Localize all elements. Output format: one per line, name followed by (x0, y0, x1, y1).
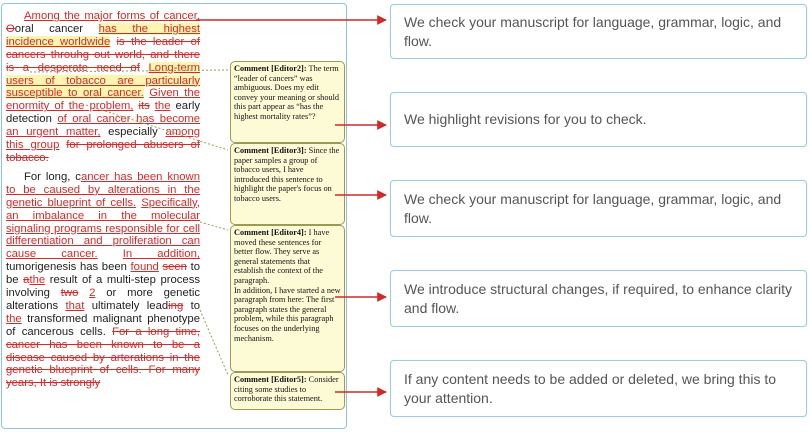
text-run: ultimately lead (91, 299, 169, 312)
insertion: among this group (6, 126, 201, 152)
insertion: the (6, 312, 22, 325)
deletion: is the leader of cancers throuhg out world, and there is a desperate need of (6, 35, 201, 74)
callout-text: We highlight revisions for you to check. (404, 111, 647, 127)
comment-leader-lines (30, 70, 228, 375)
insertion: of oral cancer has become an urgent matter, (6, 113, 200, 139)
text-run: tumorigenesis has been (6, 261, 127, 274)
text-run: For long, c (24, 170, 81, 183)
comment-label: Comment [Editor5]: (234, 375, 307, 384)
text-run: oral cancer (14, 22, 84, 35)
insertion: Among the major forms of cancer, (24, 10, 200, 22)
callout-language-check (390, 4, 807, 59)
deletion: a (23, 274, 30, 287)
callout-text: We introduce structural changes, if required, to enhance clarity and flow. (404, 280, 793, 316)
callout-arrows (196, 20, 386, 392)
text-run: transformed malignant phenotype of cancerous cells. (6, 312, 200, 338)
callout-structural-changes (390, 270, 807, 327)
insertion: ancer has been known to be caused by alterations in the genetic blueprint of cells. (6, 170, 200, 209)
text-run: to (190, 299, 201, 312)
deletion: seen (162, 261, 187, 274)
text-run: result of a multi-step process involving (6, 274, 200, 300)
insertion: Specifically, an imbalance in the molecular signaling programs responsible for cell differentiation and proliferation can cause cancer. (6, 196, 201, 261)
insertion: that (65, 299, 85, 312)
insertion: the (154, 100, 171, 113)
insertion-highlighted: has the highest incidence worldwide (6, 22, 201, 48)
comment-text: I have moved these sentences for better flow. They serve as general statements that establish the context of the paragraph. (234, 228, 330, 285)
deletion: for prolonged abusers of tobacco. (6, 139, 201, 164)
insertion: the (29, 274, 46, 287)
callout-text: If any content needs to be added or deleted, we bring this to your attention. (404, 370, 777, 406)
callout-language-check-2 (390, 180, 807, 237)
leader-line-4 (200, 310, 228, 375)
insertion: In addition, (122, 248, 200, 261)
comment-text: Consider citing some studies to corroborate this statement. (234, 375, 339, 404)
insertion: 2 (89, 287, 96, 300)
deletion: ing (168, 299, 184, 312)
text-run: to be (6, 261, 200, 287)
deletion: its (138, 100, 150, 113)
callout-content-attention (390, 360, 807, 417)
insertion-highlighted: Long-term users of tobacco are particularly susceptible to oral cancer. (6, 61, 201, 100)
deletion: O (6, 22, 15, 35)
insertion: Given the enormity of the problem, (6, 87, 200, 113)
comment-label: Comment [Editor4]: (234, 228, 307, 237)
text-run: early detection (6, 100, 201, 126)
leader-line-1 (30, 70, 228, 72)
deletion: For a long time, cancer has been known to be a disease caused by arterations in the genetic blueprint of cells. For many years, It is strongly (6, 325, 201, 390)
callout-text: We check your manuscript for language, grammar, logic, and flow. (404, 190, 782, 226)
insertion: found (130, 261, 159, 274)
text-run: or more genetic alterations (6, 287, 201, 312)
callout-highlight-revisions (390, 92, 807, 147)
comment-label: Comment [Editor3]: (234, 146, 307, 155)
callout-text: We check your manuscript for language, grammar, logic, and flow. (404, 13, 782, 49)
text-run: especially (108, 126, 158, 139)
leader-line-3 (200, 222, 228, 230)
comment-label: Comment [Editor2]: (234, 64, 307, 73)
deletion: two (60, 287, 79, 300)
comment-text: The term “leader of cancers” was ambiguous. Does my edit convey your meaning or should this part appear as “has the highest mortality rates”? (234, 64, 340, 121)
comment-text-continued: In addition, I have started a new paragraph from here: The first paragraph states the general problem, while this paragraph focuses on the underlying mechanism. (234, 285, 341, 343)
leader-line-2 (86, 105, 228, 150)
comment-text: Since the paper samples a group of tobacco users, I have introduced this sentence to highlight the paper's focus on tobacco users. (234, 146, 340, 203)
